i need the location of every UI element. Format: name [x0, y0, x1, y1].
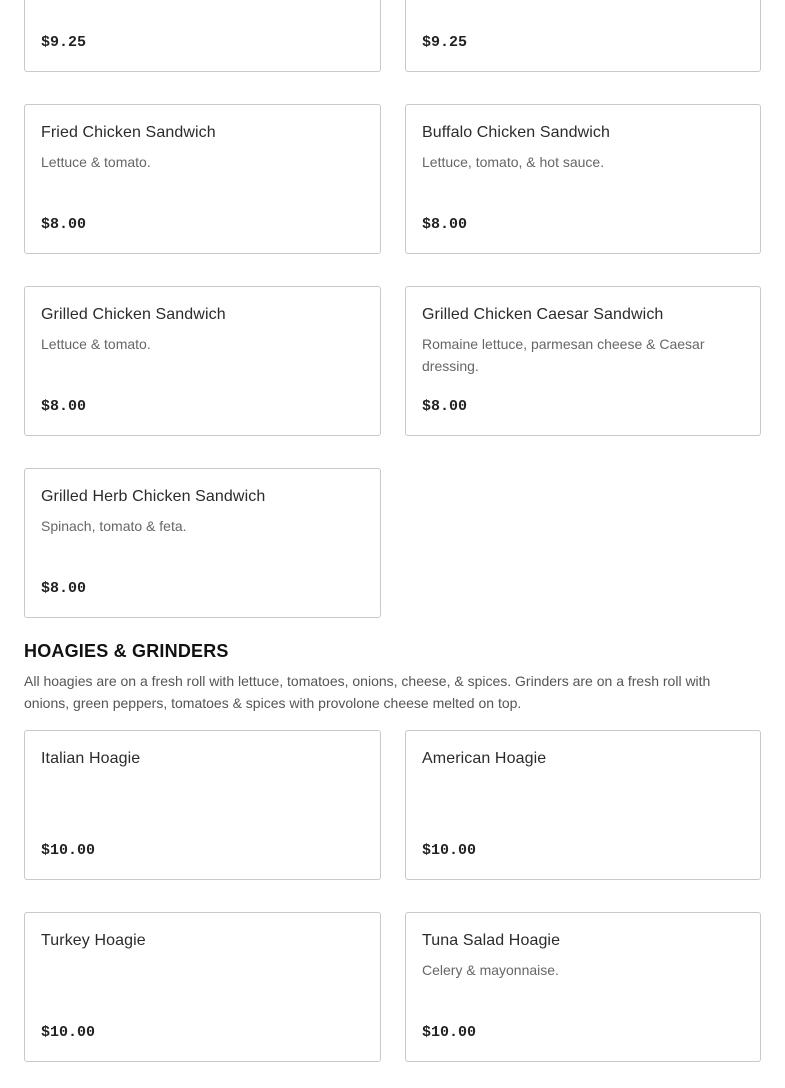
- menu-item-card[interactable]: [24, 104, 381, 254]
- menu-item-card[interactable]: [405, 912, 761, 1062]
- section-title: HOAGIES & GRINDERS: [24, 641, 229, 661]
- menu-item-card[interactable]: [24, 912, 381, 1062]
- item-name: Grilled Chicken Sandwich: [41, 306, 226, 323]
- item-price: $9.25: [422, 34, 468, 51]
- item-price: $8.00: [422, 216, 468, 233]
- menu-item-card[interactable]: [24, 730, 381, 880]
- item-price: $10.00: [41, 1024, 96, 1041]
- item-name: Buffalo Chicken Sandwich: [422, 124, 610, 141]
- item-name: Fried Chicken Sandwich: [41, 124, 216, 141]
- item-price: $10.00: [422, 842, 477, 859]
- item-description: Lettuce & tomato.: [41, 154, 151, 170]
- item-description: Romaine lettuce, parmesan cheese & Caesar dressing.: [422, 336, 705, 374]
- item-name: Italian Hoagie: [41, 750, 141, 767]
- item-price: $8.00: [422, 398, 468, 415]
- item-description: Spinach, tomato & feta.: [41, 518, 187, 534]
- item-price: $8.00: [41, 398, 87, 415]
- item-price: $9.25: [41, 34, 87, 51]
- item-name: Grilled Herb Chicken Sandwich: [41, 488, 266, 505]
- section-description: All hoagies are on a fresh roll with lettuce, tomatoes, onions, cheese, & spices. Grinders are on a fresh roll with onions, green peppers, tomatoes & spices with provolone cheese melted on top.: [24, 673, 711, 711]
- item-price: $10.00: [41, 842, 96, 859]
- menu-item-card[interactable]: [24, 286, 381, 436]
- menu-item-card[interactable]: [24, 0, 381, 72]
- item-price: $8.00: [41, 580, 87, 597]
- item-name: American Hoagie: [422, 750, 547, 767]
- item-name: Turkey Hoagie: [41, 932, 146, 949]
- item-description: Lettuce, tomato, & hot sauce.: [422, 154, 605, 170]
- item-name: Tuna Salad Hoagie: [422, 932, 561, 949]
- item-description: Lettuce & tomato.: [41, 336, 151, 352]
- menu-item-card[interactable]: [24, 468, 381, 618]
- item-price: $10.00: [422, 1024, 477, 1041]
- item-description: Celery & mayonnaise.: [422, 962, 559, 978]
- menu-item-card[interactable]: [405, 286, 761, 436]
- item-name: Grilled Chicken Caesar Sandwich: [422, 306, 664, 323]
- menu-item-card[interactable]: [405, 0, 761, 72]
- menu-item-card[interactable]: [405, 730, 761, 880]
- item-price: $8.00: [41, 216, 87, 233]
- menu-item-card[interactable]: [405, 104, 761, 254]
